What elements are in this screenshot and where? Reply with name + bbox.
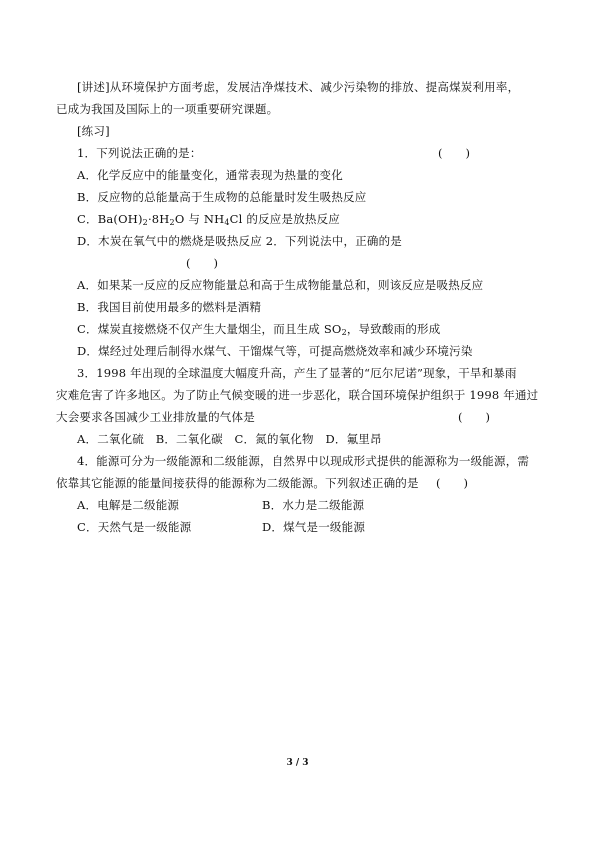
practice-label: [练习] [77,124,110,138]
q1-option-c [77,212,340,227]
q1-c-sub1: 2 [142,218,148,227]
intro-line-1: [讲述]从环境保护方面考虑，发展洁净煤技术、减少污染物的排放、提高煤炭利用率， [77,80,520,94]
q1-answer-paren: ( ) [438,146,470,160]
q3-options: A．二氧化硫 B．二氧化碳 C．氮的氧化物 D．氟里昂 [77,432,382,446]
q4-option-b: B．水力是二级能源 [262,498,365,512]
q4-line-1: 4．能源可分为一级能源和二级能源，自然界中以现成形式提供的能源称为一级能源，需 [77,454,530,468]
q1-option-d: D．木炭在氧气中的燃烧是吸热反应 2．下列说法中，正确的是 [77,234,402,248]
q1-stem: 1．下列说法正确的是： [77,146,202,160]
q1-option-b: B．反应物的总能量高于生成物的总能量时发生吸热反应 [77,190,367,204]
q1-option-a: A．化学反应中的能量变化，通常表现为热量的变化 [77,168,343,182]
q1-c-sub2: 2 [169,218,175,227]
q2-c-sub: 2 [341,328,347,337]
q3-answer-paren: ( ) [458,410,490,424]
q2-c-part1: C．煤炭直接燃烧不仅产生大量烟尘，而且生成 SO [77,322,342,336]
q4-option-d: D．煤气是一级能源 [262,520,366,534]
q1-c-part2: ·8H [147,212,170,226]
q2-option-b: B．我国目前使用最多的燃料是酒精 [77,300,262,314]
q3-line-3: 大会要求各国减少工业排放量的气体是 [56,410,255,424]
q2-option-a: A．如果某一反应的反应物能量总和高于生成物能量总和，则该反应是吸热反应 [77,278,484,292]
q1-c-part4: Cl 的反应是放热反应 [229,212,341,226]
q2-c-part2: ，导致酸雨的形成 [346,322,441,336]
page-number: 3 / 3 [286,758,309,768]
q1-c-part3: O 与 NH [174,212,225,226]
q4-answer-paren: ( ) [436,476,468,490]
intro-line-2: 已成为我国及国际上的一项重要研究课题。 [56,102,279,116]
q2-option-c [77,322,440,337]
q3-line-2: 灾难危害了许多地区。为了防止气候变暖的进一步恶化，联合国环境保护组织于 1998 年通过 [56,388,539,402]
q2-option-d: D．煤经过处理后制得水煤气、干馏煤气等，可提高燃烧效率和减少环境污染 [77,344,473,358]
q4-option-a: A．电解是二级能源 [77,498,180,512]
q1-c-part1: C．Ba(OH) [77,212,143,226]
q2-answer-paren: ( ) [186,256,218,270]
q4-option-c: C．天然气是一级能源 [77,520,192,534]
q4-line-2: 依靠其它能源的能量间接获得的能源称为二级能源。下列叙述正确的是 [56,476,419,490]
q3-line-1: 3．1998 年出现的全球温度大幅度升高，产生了显著的“厄尔尼诺”现象，干旱和暴雨 [77,366,517,380]
q1-c-sub3: 4 [224,218,230,227]
